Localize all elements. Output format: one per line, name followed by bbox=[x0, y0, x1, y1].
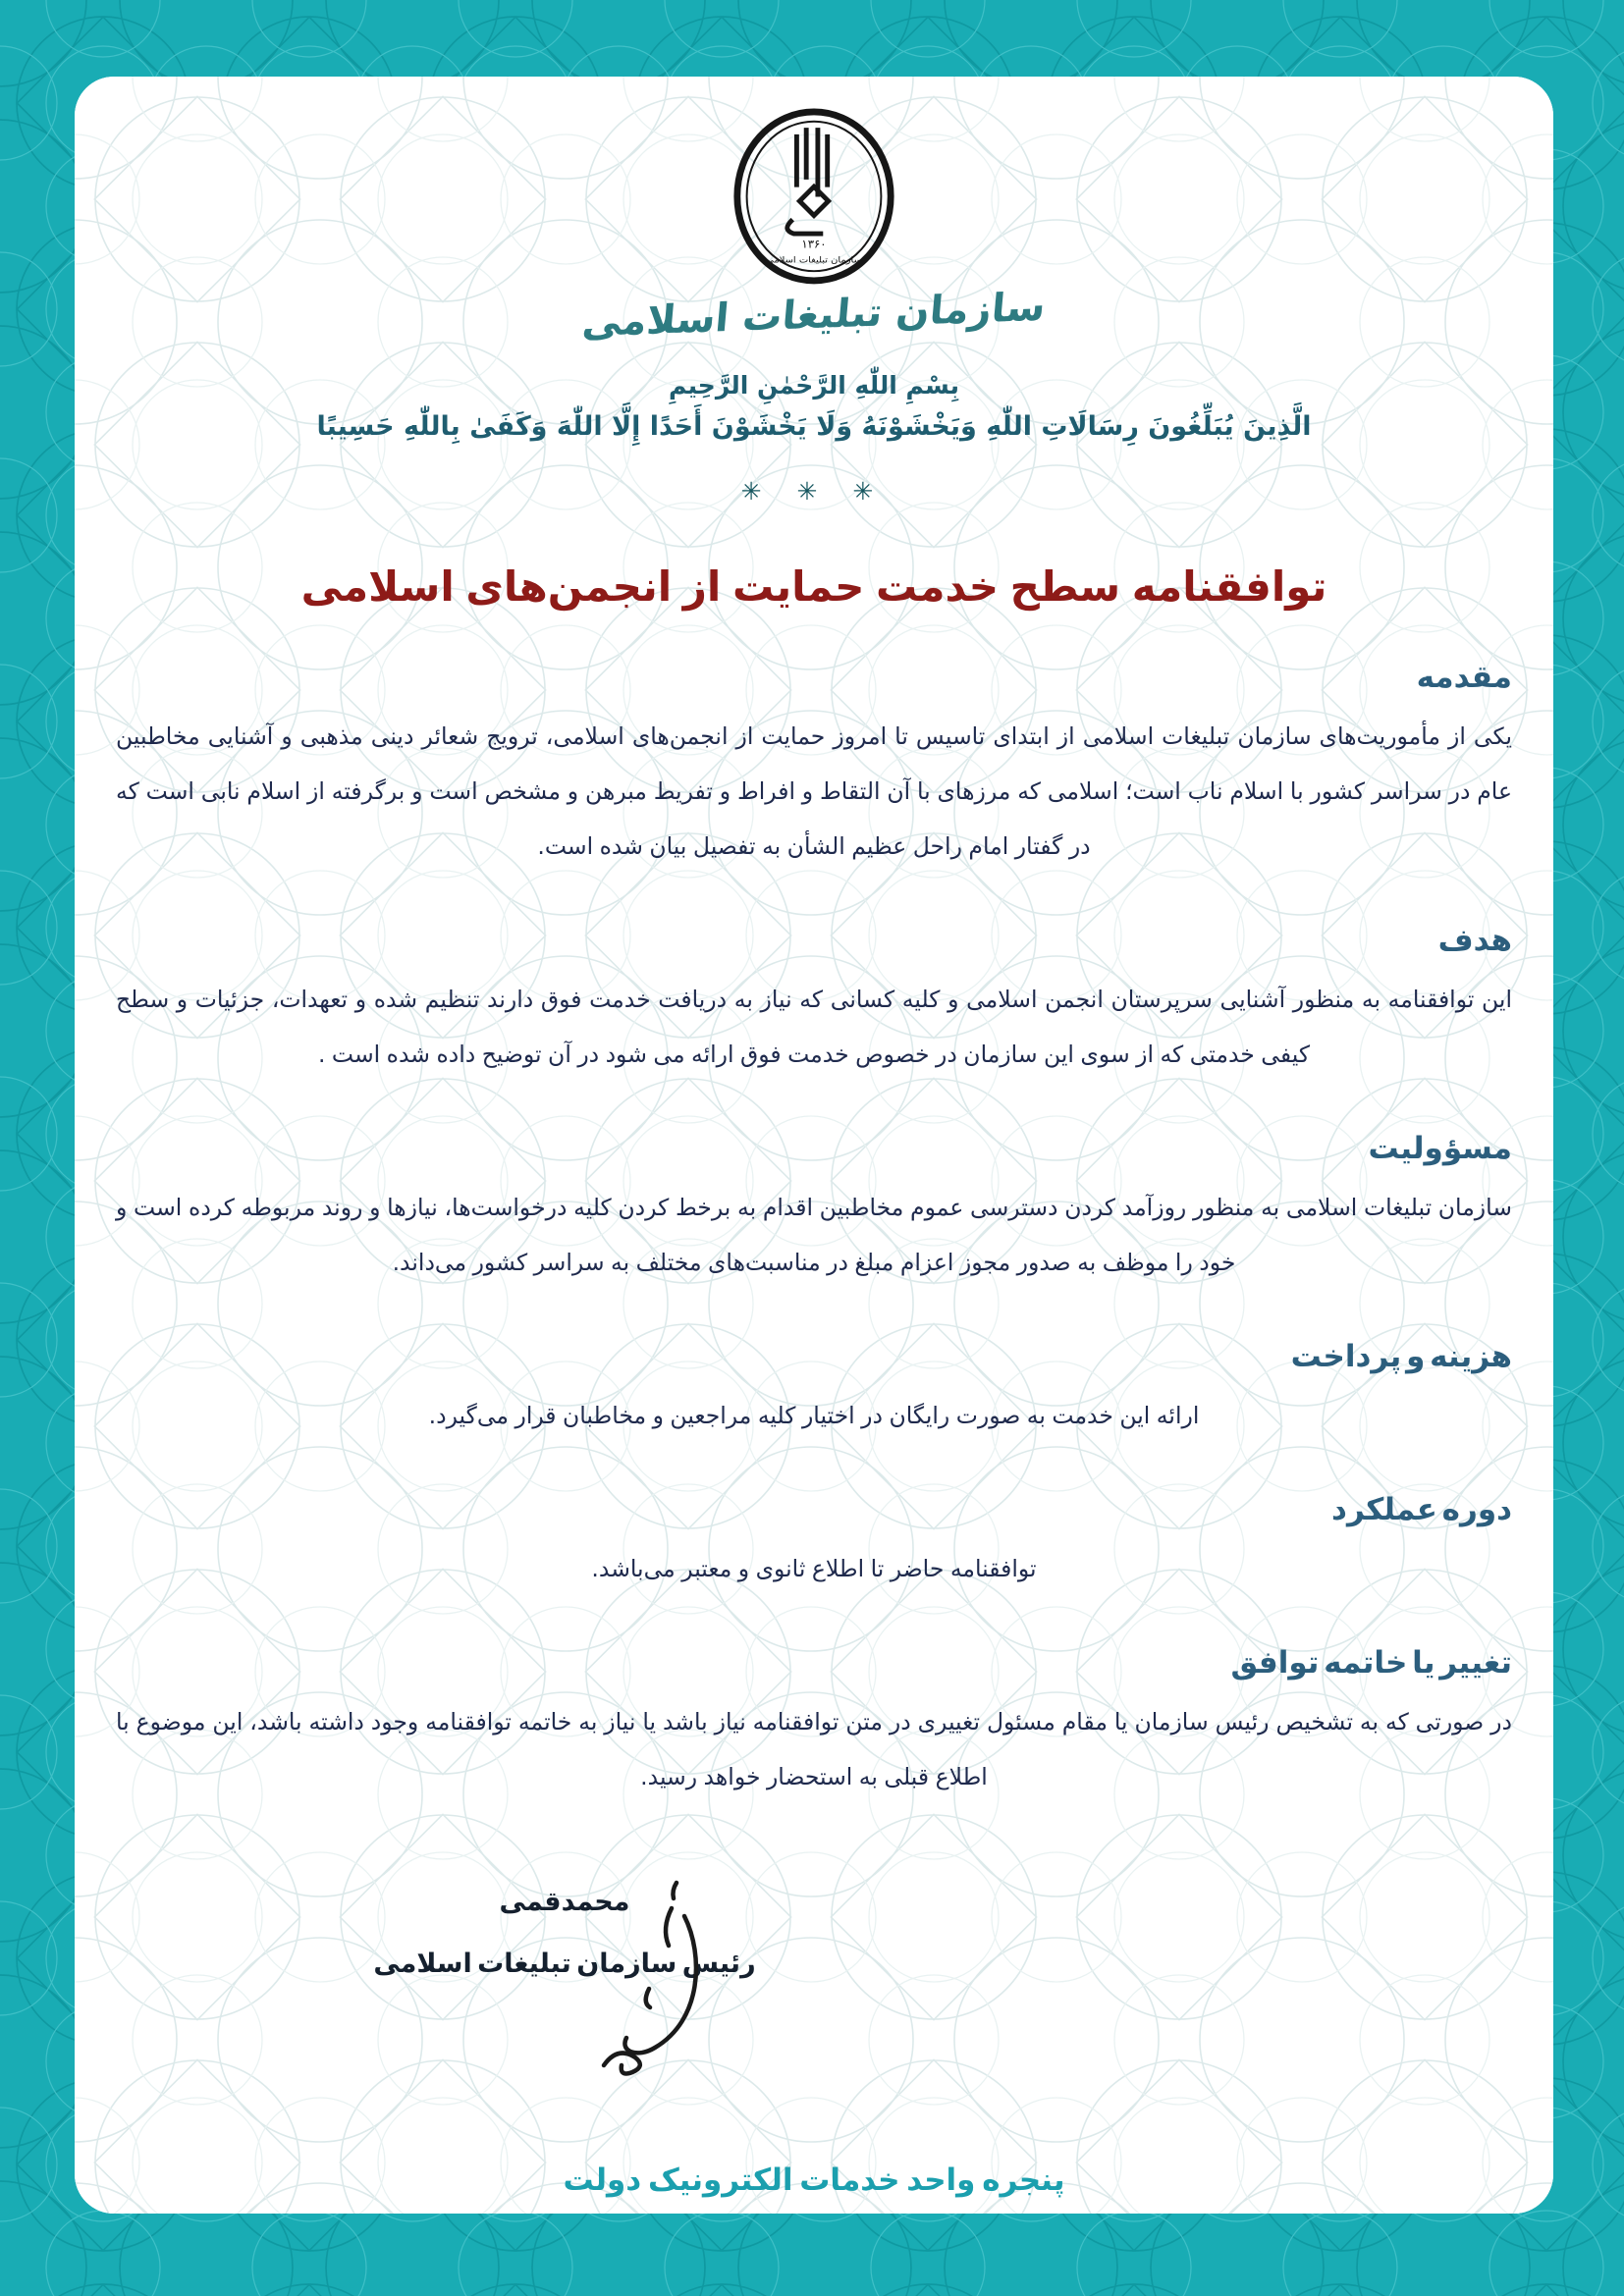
section-change-termination bbox=[116, 1645, 1512, 1804]
section-body: توافقنامه حاضر تا اطلاع ثانوی و معتبر می‌باشد. bbox=[591, 1555, 1037, 1582]
emblem-ring-text: سازمان تبلیغات اسلامی bbox=[766, 255, 862, 266]
section-heading: مقدمه bbox=[1416, 660, 1512, 695]
signature-block bbox=[349, 1887, 781, 1979]
page-content bbox=[75, 77, 1553, 2214]
section-body: در صورتی که به تشخیص رئیس سازمان یا مقام مسئول تغییری در متن توافقنامه نیاز باشد یا نیاز به خاتمه توافقنامه وجود داشته باشد، این موضوع با اطلاع قبلی به استحضار خواهد رسید. bbox=[116, 1708, 1512, 1790]
signatory-name: محمدقمی bbox=[499, 1887, 630, 1917]
bismillah-line: بِسْمِ اللّٰهِ الرَّحْمٰنِ الرَّحِيمِ bbox=[669, 371, 959, 400]
signatory-title: رئیس سازمان تبلیغات اسلامی bbox=[373, 1949, 756, 1979]
section-performance-period bbox=[116, 1492, 1512, 1596]
document-page bbox=[75, 77, 1553, 2214]
footer-service-window: پنجره واحد خدمات الکترونیک دولت bbox=[563, 2163, 1065, 2198]
logo-calligraphy-text: سازمان تبلیغات اسلامی bbox=[580, 284, 1048, 347]
section-heading: تغییر یا خاتمه توافق bbox=[1230, 1645, 1512, 1681]
section-responsibility bbox=[116, 1131, 1512, 1290]
quran-verse-line: الَّذِينَ يُبَلِّغُونَ رِسَالَاتِ اللّٰهِ وَيَخْشَوْنَهُ وَلَا يَخْشَوْنَ أَحَدًا إِلَّا اللّٰهَ وَكَفَىٰ بِاللّٰهِ حَسِيبًا bbox=[316, 411, 1312, 442]
section-body: یکی از مأموریت‌های سازمان تبلیغات اسلامی از ابتدای تاسیس تا امروز حمایت از انجمن‌های اسلامی، ترویج شعائر دینی مذهبی و آشنایی مخاطبین عام در سراسر کشور با اسلام ناب است؛ اسلامی که مرزهای با آن التقاط و افراط و تفریط مبرهن و مشخص است و برگرفته از اسلام نابی است که در گفتار امام راحل عظیم الشأن به تفصیل بیان شده است. bbox=[116, 722, 1512, 860]
section-introduction bbox=[116, 660, 1512, 874]
section-body: این توافقنامه به منظور آشنایی سرپرستان انجمن اسلامی و کلیه کسانی که نیاز به دریافت خدمت فوق دارند تنظیم شده و تعهدات، جزئیات و سطح کیفی خدمتی که از سوی این سازمان در خصوص خدمت فوق ارائه می شود در آن توضیح داده شده است . bbox=[116, 986, 1512, 1068]
section-body: سازمان تبلیغات اسلامی به منظور روزآمد کردن دسترسی عموم مخاطبین اقدام به برخط کردن کلیه درخواست‌ها، نیازها و روند مربوطه کرده است و خود را موظف به صدور مجوز اعزام مبلغ در مناسبت‌های مختلف به سراسر کشور می‌داند. bbox=[116, 1194, 1512, 1276]
section-heading: مسؤولیت bbox=[1368, 1131, 1512, 1166]
section-heading: هزینه و پرداخت bbox=[1290, 1339, 1512, 1374]
emblem-year: ۱۳۶۰ bbox=[801, 237, 827, 251]
document-title: توافقنامه سطح خدمت حمایت از انجمن‌های اسلامی bbox=[300, 562, 1327, 611]
logo-calligraphy bbox=[116, 284, 1512, 347]
section-heading: هدف bbox=[1437, 923, 1512, 958]
section-heading: دوره عملکرد bbox=[1331, 1492, 1512, 1527]
organization-emblem-icon bbox=[730, 102, 898, 287]
logo-block bbox=[116, 102, 1512, 291]
ornament-separator: ✳ ✳ ✳ bbox=[740, 477, 888, 506]
section-body: ارائه این خدمت به صورت رایگان در اختیار کلیه مراجعین و مخاطبان قرار می‌گیرد. bbox=[428, 1402, 1200, 1429]
section-objective bbox=[116, 923, 1512, 1082]
section-cost-payment bbox=[116, 1339, 1512, 1443]
